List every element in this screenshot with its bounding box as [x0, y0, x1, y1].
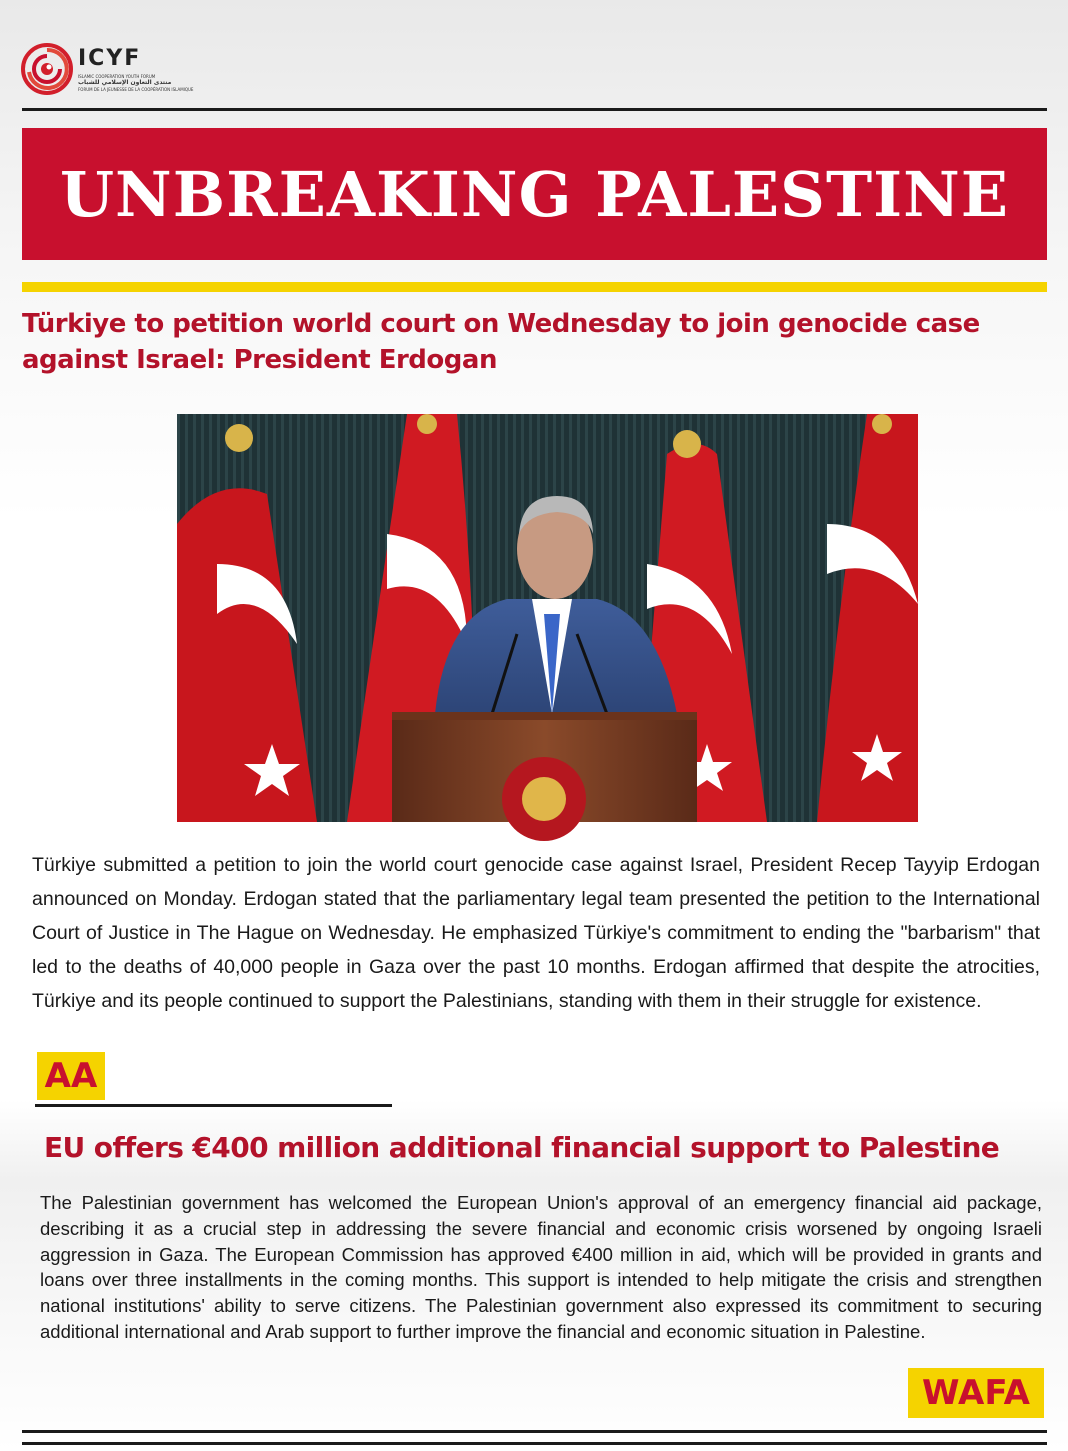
logo-subtitle-ar: منتدى التعاون الإسلامي للشباب	[78, 79, 172, 86]
article1-photo	[177, 414, 918, 822]
article1-divider	[35, 1104, 392, 1107]
bottom-divider-1	[22, 1430, 1047, 1433]
article2-headline: EU offers €400 million additional financial support to Palestine	[44, 1131, 1000, 1164]
logo-subtitle-fr: FORUM DE LA JEUNESSE DE LA COOPÉRATION ISLAMIQUE	[78, 87, 194, 92]
top-divider	[22, 108, 1047, 111]
article2-body: The Palestinian government has welcomed the European Union's approval of an emergency financial aid package, describing it as a crucial step in addressing the severe financial and economic crisis worsened by ongoing Israeli aggression in Gaza. The European Commission has approved €400 million in aid, which will be provided in grants and loans over three installments in the coming months. This support is intended to help mitigate the crisis and strengthen national institutions' ability to serve citizens. The Palestinian government also expressed its commitment to securing additional international and Arab support to further improve the financial and economic situation in Palestine.	[40, 1192, 1042, 1342]
icyf-emblem-icon	[20, 42, 74, 96]
article1-source-badge: AA	[37, 1052, 105, 1100]
banner-title: UNBREAKING PALESTINE	[59, 157, 1010, 231]
bottom-divider-2	[22, 1442, 1047, 1445]
article2-source-badge: WAFA	[908, 1368, 1044, 1418]
article1-body: Türkiye submitted a petition to join the world court genocide case against Israel, President Recep Tayyip Erdogan announced on Monday. Erdogan stated that the parliamentary legal team presented the petition to the International Court of Justice in The Hague on Wednesday. He emphasized Türkiye's commitment to ending the "barbarism" that led to the deaths of 40,000 people in Gaza over the past 10 months. Erdogan affirmed that despite the atrocities, Türkiye and its people continued to support the Palestinians, standing with them in their struggle for existence.	[32, 854, 1040, 1012]
title-banner	[22, 128, 1047, 260]
accent-bar	[22, 282, 1047, 292]
icyf-logo	[20, 40, 194, 102]
logo-subtitle-en: ISLAMIC COOPERATION YOUTH FORUM	[78, 74, 156, 79]
logo-subtitle	[78, 74, 194, 92]
article1-headline: Türkiye to petition world court on Wednesday to join genocide case against Israel: President Erdogan	[22, 309, 980, 375]
logo-title: ICYF	[78, 46, 142, 71]
